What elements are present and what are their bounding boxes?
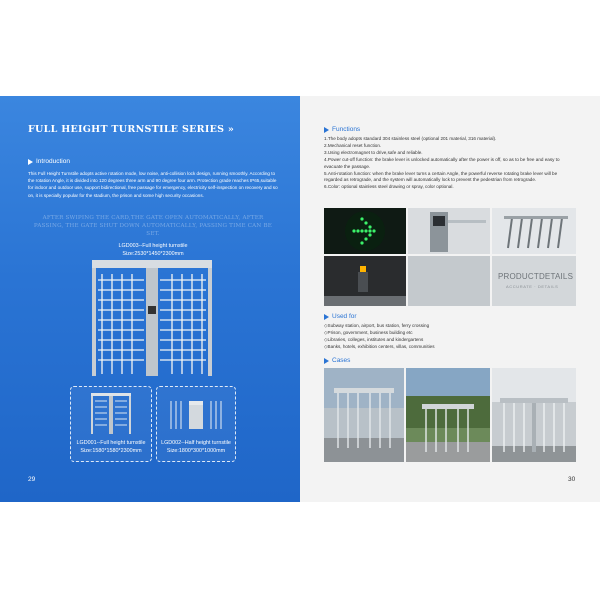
function-item: 2.Mechanical reset function. [324,142,382,148]
lgd002-caption: LGD002--Half height turnstile Size:1800*300*1000mm [161,440,231,454]
arm-detail-image [492,208,576,254]
triangle-icon [28,159,33,165]
page-number-right: 30 [568,476,576,483]
main-model-label: LGD003--Full height turnstile [118,243,188,249]
function-item: 3.Using electromagnet to drive,safe and reliable. [324,149,423,155]
used-for-item: ◇Prison, government, business building etc [324,329,413,335]
turnstile-lgd003-image [88,258,216,380]
page-number-left: 29 [28,476,36,483]
lgd001-caption: LGD001--Full height turnstile Size:1580*1580*2300mm [76,440,146,454]
reader-light-detail-image [324,256,406,306]
used-for-item: ◇Banks, hotels, exhibition centers, villas, communities [324,343,435,349]
triangle-icon [324,127,329,133]
product-details-label: PRODUCTDETAILS [498,272,574,281]
used-for-item: ◇Subway station, airport, bus station, ferry crossing [324,323,430,328]
steel-surface-detail-image [408,256,490,306]
product-details-panel [492,256,576,306]
brochure-spread [0,96,600,502]
title-text: FULL HEIGHT TURNSTILE SERIES [28,124,225,135]
watermark-text: AFTER SWIPING THE CARD,THE GATE OPEN AUTOMATICALLY, AFTER PASSING, THE GATE SHUT DOWN AUTOMATICALLY, PASSING TIME CAN BE SET. [33,215,273,237]
lgd002-card [156,386,236,462]
right-page [300,96,600,502]
functions-list [324,136,576,191]
main-size-label: Size:2530*1450*2300mm [122,251,184,257]
turnstile-lgd001-image [83,391,139,435]
used-for-list [324,323,576,351]
used-for-item: ◇Libraries, colleges, institutes and kindergartens [324,336,424,342]
lgd001-card [70,386,152,462]
left-page [0,96,300,502]
product-details-sublabel: ACCURATE · DETAILS [506,284,559,289]
function-item: 4.Power cut-off function: the brake lever is unlocked automatically after the power is off, so as to be free and easy to evacuate the passage. [324,156,560,169]
triangle-icon [324,358,329,364]
title-arrow: » [227,124,235,135]
function-item: 6.Color: optional stainless steel drawing or spray, color optional. [324,184,454,190]
case-photo-2 [406,368,490,462]
used-for-heading: Used for [324,313,357,320]
case-photo-3 [492,368,576,462]
cases-heading: Cases [324,357,350,364]
introduction-text: This Full Height Turnstile adopts active rotation mode, low noise, anti-collision lock design, running smoothly. According to the rotation Angle, it is divided into 120 degrees three arm and 90 degree four arm. Protection grade reaches IP65,suitable for indoor and outdoor use, support bidirectional, free passage for emergency, electricity self-inspection on recovery and so on, it is specially popular for the stadium, the prison and some high security occasions. [28,171,278,198]
introduction-heading: Introduction [28,158,70,165]
functions-heading: Functions [324,126,360,133]
triangle-icon [324,314,329,320]
green-arrow-indicator-image [324,208,406,254]
turnstile-lgd002-image [167,393,225,433]
page-title [28,124,234,135]
function-item: 5.Anti-rotation function: when the brake lever turns a certain Angle, the powerful reverse rotating brake lever will be regarded as retrograde, and the system will automatically lock to prevent the pedestrian from retrograde. [324,170,558,183]
main-product-caption [78,242,228,258]
card-reader-detail-image [408,208,490,254]
function-item: 1.The body adopts standard 304 stainless steel (optional 201 material, 316 material). [324,136,497,141]
case-photo-1 [324,368,404,462]
